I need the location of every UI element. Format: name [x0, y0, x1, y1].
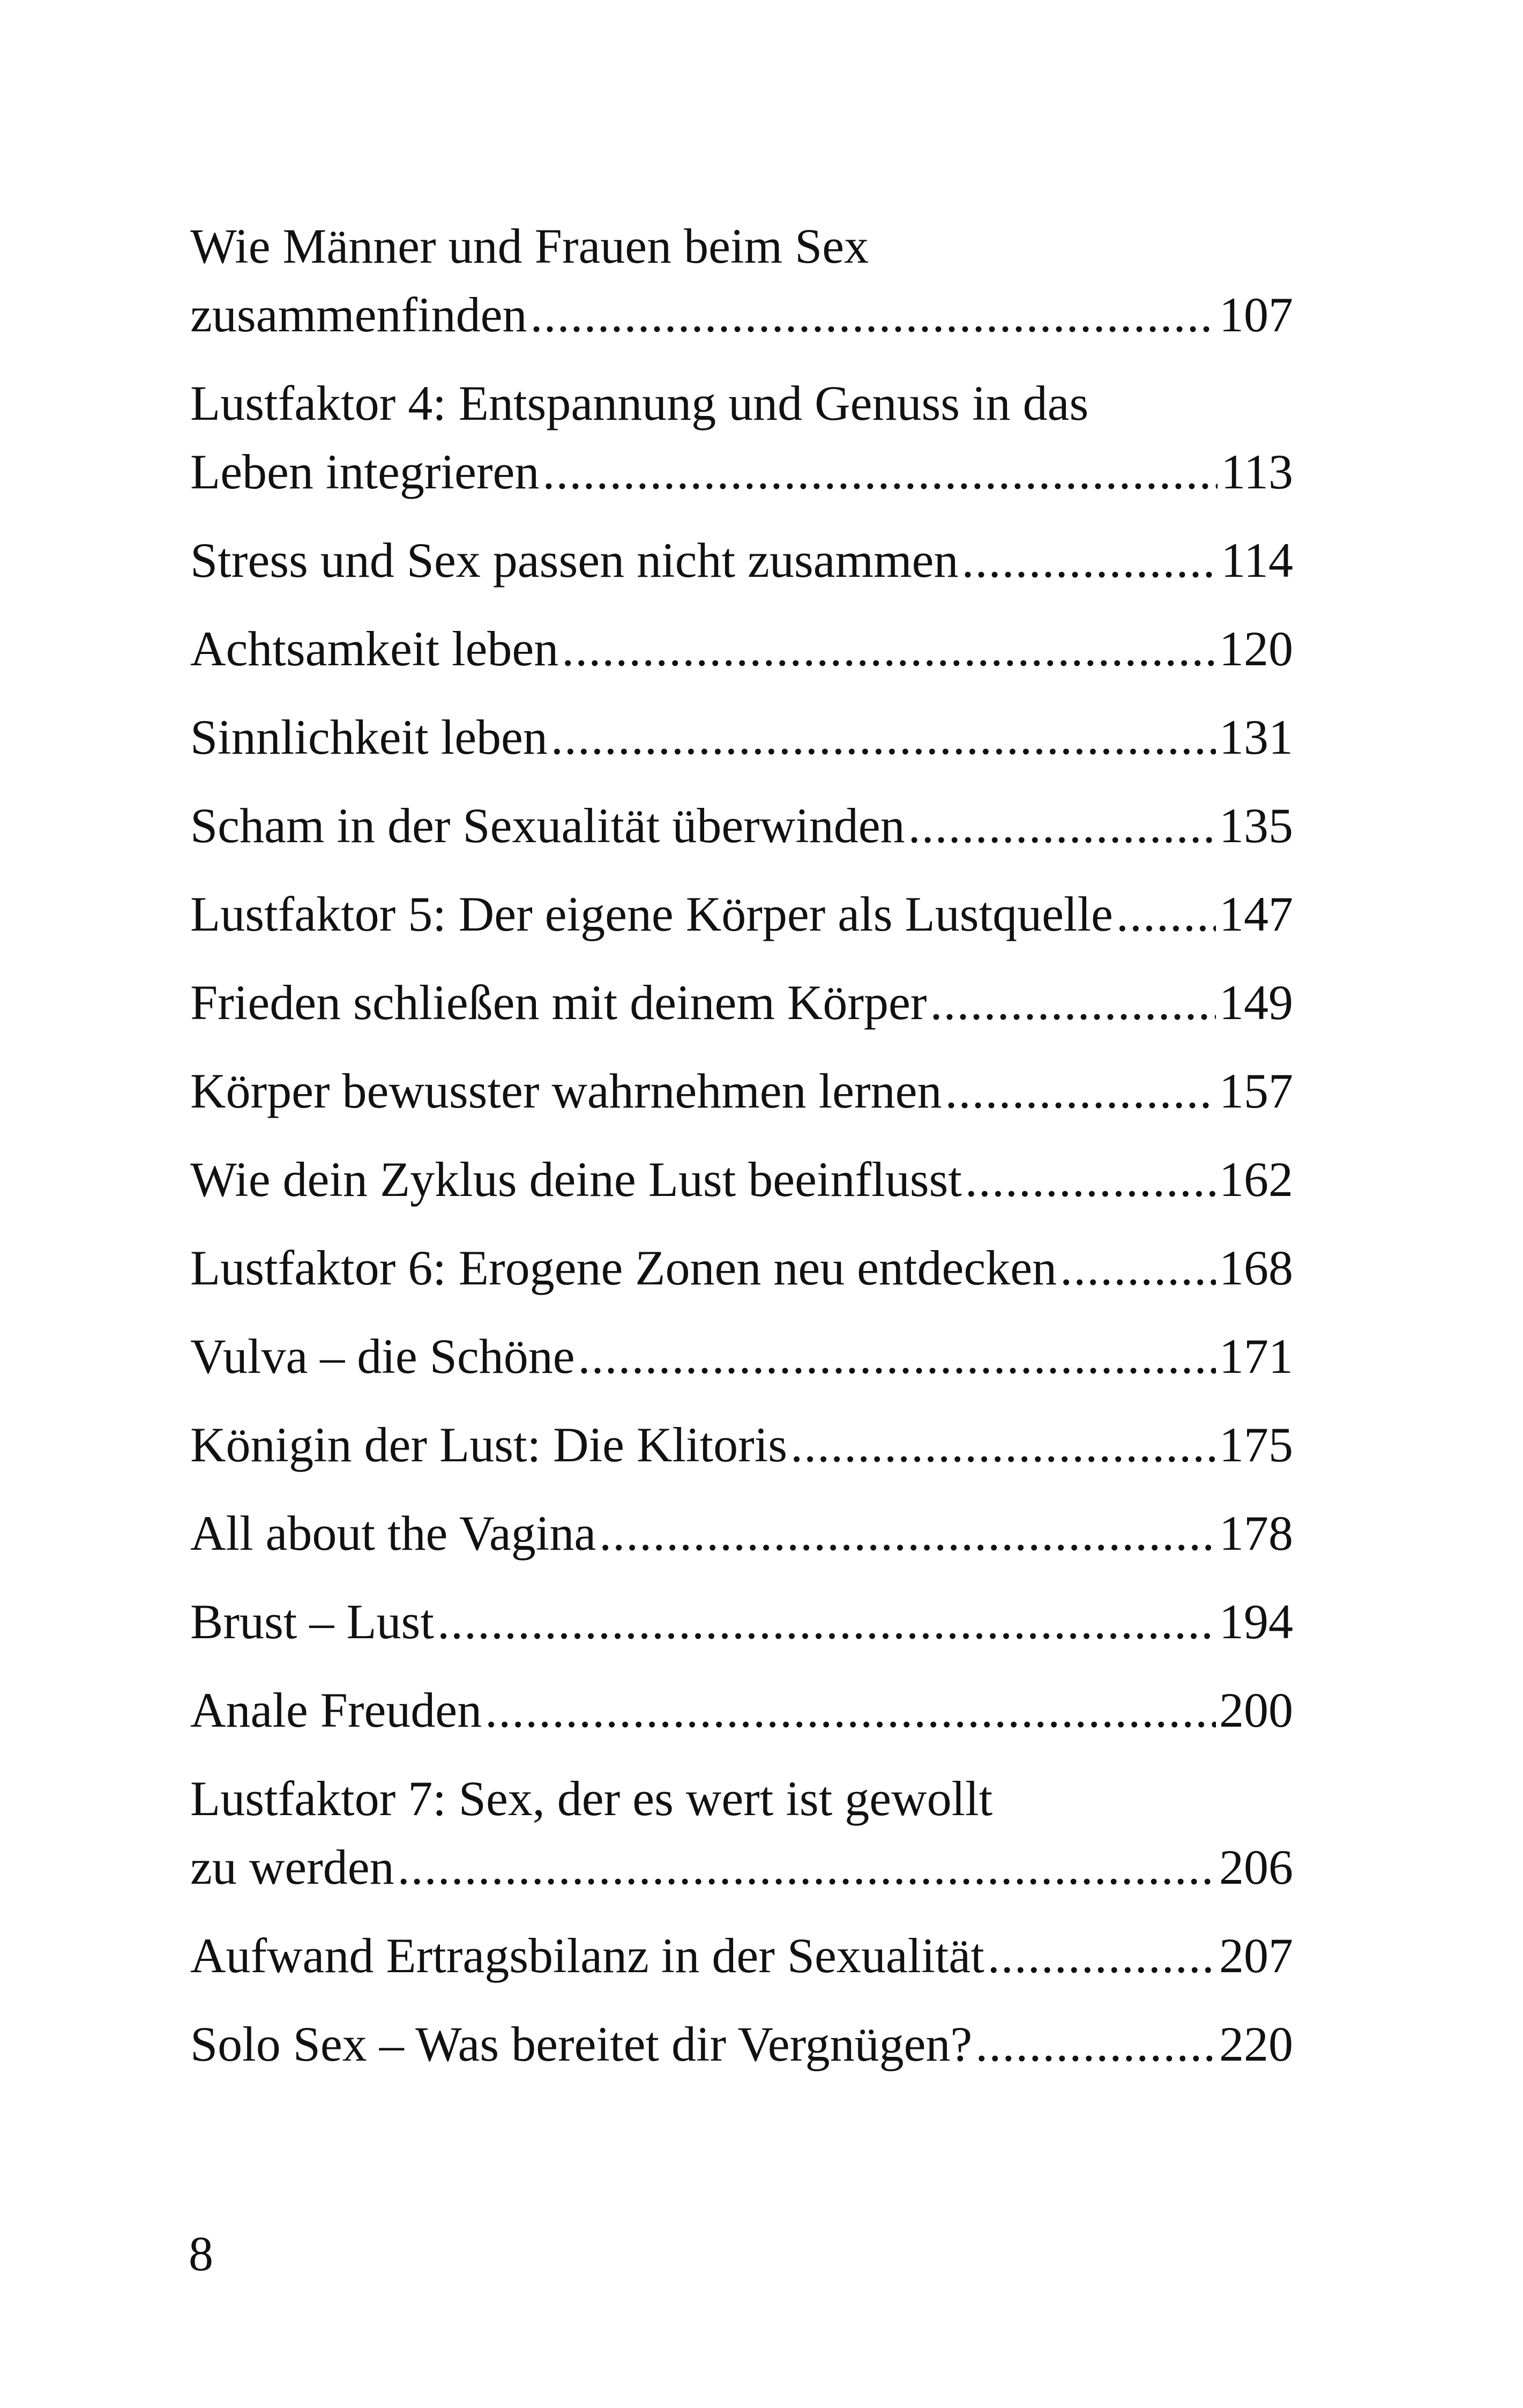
toc-entry-page: 207 [1219, 1928, 1293, 1983]
toc-entry-title: Frieden schließen mit deinem Körper [190, 975, 927, 1030]
toc-entry-page: 168 [1219, 1240, 1293, 1295]
dot-leader [930, 968, 1216, 1037]
toc-entry-title: Vulva – die Schöne [190, 1329, 575, 1384]
toc-entry-page: 120 [1219, 621, 1293, 676]
dot-leader [908, 791, 1216, 860]
toc-entry [190, 1587, 1293, 1656]
toc-entry-page: 194 [1219, 1594, 1293, 1649]
toc-entry [190, 1410, 1293, 1479]
toc-entry-page: 162 [1219, 1152, 1293, 1207]
toc-entry-page: 135 [1219, 798, 1293, 853]
toc-entry [190, 614, 1293, 683]
toc-entry [190, 1233, 1293, 1302]
toc-entry-title: Sinnlichkeit leben [190, 710, 548, 764]
toc-entry-title: Brust – Lust [190, 1594, 434, 1649]
toc-entry-title: zusammenfinden [190, 287, 527, 342]
toc-entry-page: 178 [1219, 1506, 1293, 1560]
toc-entry-title: Achtsamkeit leben [190, 621, 559, 676]
toc-entry-title: Lustfaktor 5: Der eigene Körper als Lustquelle [190, 887, 1113, 941]
toc-entry-title-line1: Lustfaktor 4: Entspannung und Genuss in das [190, 376, 1089, 430]
toc-entry-title: zu werden [190, 1840, 394, 1894]
toc-entry [190, 791, 1293, 860]
toc-entry-title: Leben integrieren [190, 444, 540, 499]
toc-entry [190, 1921, 1293, 1990]
toc-entry-title: Solo Sex – Was bereitet dir Vergnügen? [190, 2017, 973, 2071]
dot-leader [1116, 880, 1216, 948]
dot-leader [542, 437, 1218, 506]
toc-entry-title-line1: Lustfaktor 7: Sex, der es wert ist gewollt [190, 1771, 993, 1826]
dot-leader [945, 1057, 1216, 1125]
dot-leader [551, 703, 1216, 771]
toc-entry-page: 107 [1219, 287, 1293, 342]
toc-entry-page: 220 [1219, 2017, 1293, 2071]
dot-leader [961, 526, 1218, 594]
toc-entry-title: All about the Vagina [190, 1506, 596, 1560]
dot-leader [437, 1587, 1216, 1656]
toc-entry [190, 1057, 1293, 1125]
toc-entry-title: Wie dein Zyklus deine Lust beeinflusst [190, 1152, 962, 1207]
toc-entry [190, 369, 1293, 506]
toc-entry-title: Aufwand Ertragsbilanz in der Sexualität [190, 1928, 984, 1983]
dot-leader [485, 1676, 1216, 1744]
page-number: 8 [189, 2226, 213, 2281]
toc-entry-title: Anale Freuden [190, 1683, 482, 1737]
toc-entry-title: Stress und Sex passen nicht zusammen [190, 533, 959, 588]
toc-entry-title: Königin der Lust: Die Klitoris [190, 1417, 788, 1472]
dot-leader [578, 1322, 1216, 1391]
toc-entry [190, 968, 1293, 1037]
dot-leader [975, 2010, 1216, 2078]
toc-entry [190, 212, 1293, 349]
dot-leader [965, 1145, 1216, 1214]
toc-entry-title: Lustfaktor 6: Erogene Zonen neu entdecken [190, 1240, 1057, 1295]
toc-entry-page: 157 [1219, 1064, 1293, 1118]
toc-entry-title: Körper bewusster wahrnehmen lernen [190, 1064, 942, 1118]
toc-entry-page: 171 [1219, 1329, 1293, 1384]
toc-entry-title-line1: Wie Männer und Frauen beim Sex [190, 219, 869, 273]
toc-entry [190, 2010, 1293, 2078]
toc-entry [190, 1676, 1293, 1744]
dot-leader [790, 1410, 1216, 1479]
toc-entry [190, 1145, 1293, 1214]
toc-entry [190, 1764, 1293, 1901]
dot-leader [530, 280, 1216, 349]
toc-entry [190, 880, 1293, 948]
toc-entry [190, 526, 1293, 594]
toc-entry-page: 149 [1219, 975, 1293, 1030]
dot-leader [1060, 1233, 1216, 1302]
dot-leader [562, 614, 1216, 683]
toc-entry-title: Scham in der Sexualität überwinden [190, 798, 905, 853]
toc-entry-page: 200 [1219, 1683, 1293, 1737]
toc-entry-page: 114 [1221, 533, 1293, 588]
table-of-contents [190, 212, 1293, 2098]
toc-entry-page: 175 [1219, 1417, 1293, 1472]
toc-entry [190, 1499, 1293, 1567]
toc-entry-page: 113 [1221, 444, 1293, 499]
toc-entry-page: 206 [1219, 1840, 1293, 1894]
dot-leader [398, 1833, 1216, 1901]
toc-entry-page: 147 [1219, 887, 1293, 941]
dot-leader [988, 1921, 1216, 1990]
dot-leader [599, 1499, 1216, 1567]
toc-entry-page: 131 [1219, 710, 1293, 764]
toc-entry [190, 1322, 1293, 1391]
toc-entry [190, 703, 1293, 771]
